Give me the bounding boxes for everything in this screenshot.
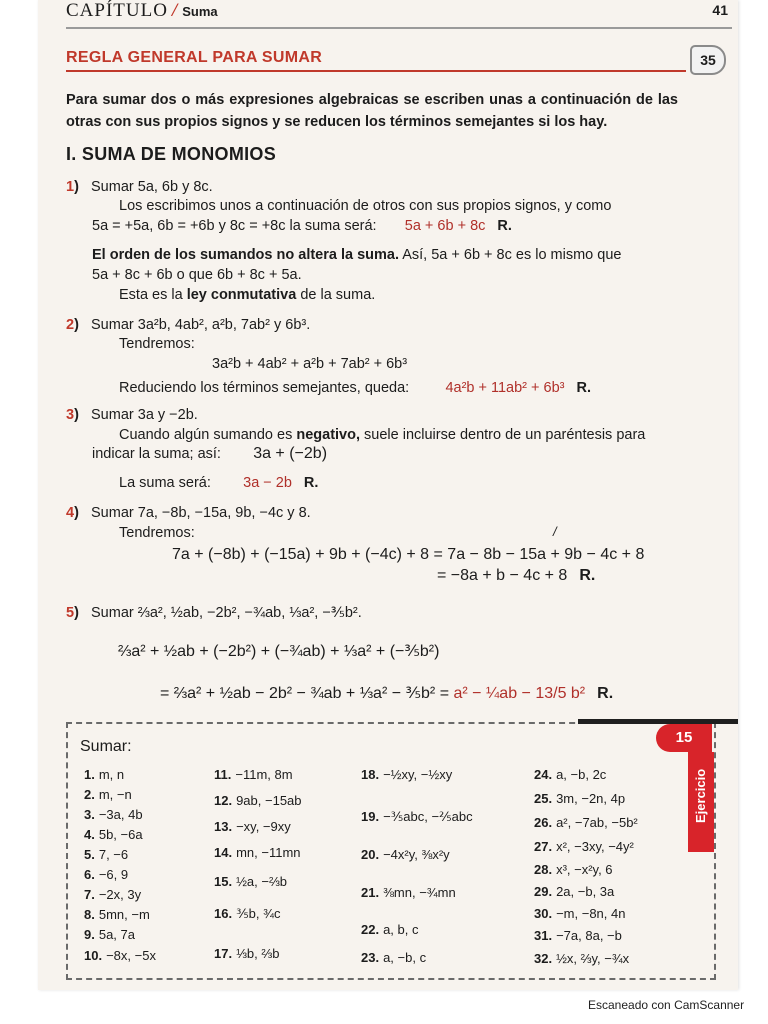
- problem-3-answer: 3a − 2b: [243, 475, 292, 491]
- exercise-item: [534, 927, 622, 945]
- problem-3-line: indicar la suma; así: 3a + (−2b): [92, 445, 328, 462]
- exercise-item: [84, 826, 143, 844]
- exercise-item-number: 19.: [361, 809, 380, 824]
- exercise-item-text: 3m, −2n, 4p: [556, 791, 626, 806]
- exercise-item: [214, 792, 302, 810]
- exercise-item-text: −xy, −9xy: [236, 819, 291, 834]
- exercise-item: [534, 883, 614, 901]
- pencil-mark: /: [553, 524, 557, 539]
- exercise-item: [361, 808, 473, 826]
- exercise-item-text: m, −n: [98, 787, 132, 802]
- exercise-item-number: 24.: [534, 767, 553, 782]
- problem-1-line: 5a + 8c + 6b o que 6b + 8c + 5a.: [92, 267, 302, 283]
- problem-number: 3): [66, 407, 79, 423]
- exercise-item-number: 21.: [361, 885, 380, 900]
- exercise-item-number: 10.: [84, 948, 103, 963]
- exercise-item: [361, 846, 450, 864]
- exercise-item-text: 2a, −b, 3a: [556, 884, 615, 899]
- exercise-item-text: ½x, ⅔y, −¾x: [556, 951, 630, 966]
- exercise-item-text: a, −b, c: [383, 950, 427, 965]
- exercise-item-text: −½xy, −½xy: [383, 767, 453, 782]
- running-head: [66, 2, 732, 24]
- exercise-item-text: −11m, 8m: [235, 767, 293, 782]
- problem-5-answer: a² − ¼ab − 13/5 b²: [453, 685, 586, 702]
- exercise-item: [84, 786, 132, 804]
- exercise-item-number: 26.: [534, 815, 553, 830]
- exercise-item-number: 31.: [534, 928, 553, 943]
- exercise-item: [84, 806, 143, 824]
- exercise-item: [84, 766, 124, 784]
- section-title: REGLA GENERAL PARA SUMAR: [66, 49, 323, 66]
- exercise-item: [84, 926, 135, 944]
- exercise-item: [84, 947, 156, 965]
- exercise-item: [361, 766, 452, 784]
- problem-1-line: 5a = +5a, 6b = +6b y 8c = +8c la suma será: 5a + 6b + 8c R.: [92, 218, 512, 234]
- exercise-item: [534, 838, 634, 856]
- exercise-item-number: 25.: [534, 791, 553, 806]
- exercise-item-number: 17.: [214, 946, 233, 961]
- exercise-side-label: Ejercicio: [693, 768, 708, 823]
- exercise-item-number: 18.: [361, 767, 380, 782]
- exercise-item-number: 11.: [214, 767, 232, 782]
- problem-5-statement: 5) Sumar ⅔a², ½ab, −2b², −¾ab, ⅓a², −⅗b².: [66, 605, 362, 621]
- exercise-item-text: m, n: [98, 767, 125, 782]
- exercise-item-text: a, b, c: [383, 922, 419, 937]
- exercise-item: [84, 906, 150, 924]
- exercise-item-number: 20.: [361, 847, 380, 862]
- exercise-item-text: mn, −11mn: [236, 845, 301, 860]
- problem-number: 4): [66, 505, 79, 521]
- exercise-item: [534, 950, 629, 968]
- exercise-item-text: ⅜mn, −¾mn: [383, 885, 456, 900]
- exercise-item-text: ½a, −⅔b: [236, 874, 288, 889]
- problem-1-line: El orden de los sumandos no altera la suma. Así, 5a + 6b + 8c es lo mismo que: [92, 247, 622, 263]
- exercise-number-tab: 15: [656, 724, 712, 752]
- exercise-item-text: ⅗b, ¾c: [236, 906, 281, 921]
- exercise-title: Sumar:: [80, 738, 132, 755]
- header-divider: [66, 27, 732, 29]
- exercise-item-text: −6, 9: [98, 867, 129, 882]
- problem-5-expression: ⅔a² + ½ab + (−2b²) + (−¾ab) + ⅓a² + (−⅗b²): [118, 643, 440, 660]
- exercise-item-text: −4x²y, ⅜x²y: [383, 847, 450, 862]
- exercise-item-text: 9ab, −15ab: [236, 793, 302, 808]
- exercise-item-text: ⅓b, ⅔b: [236, 946, 280, 961]
- problem-1-statement: 1) Sumar 5a, 6b y 8c.: [66, 179, 213, 195]
- exercise-item: [214, 818, 291, 836]
- exercise-item-number: 29.: [534, 884, 553, 899]
- exercise-item-number: 32.: [534, 951, 553, 966]
- tendremos-label: Tendremos:: [119, 525, 195, 541]
- exercise-item-number: 8.: [84, 907, 95, 922]
- problem-number: 5): [66, 605, 79, 621]
- part-title: I. SUMA DE MONOMIOS: [66, 144, 277, 164]
- problem-4-expression: 7a + (−8b) + (−15a) + 9b + (−4c) + 8 = 7a − 8b − 15a + 9b − 4c + 8: [172, 546, 645, 563]
- chapter-topic: Suma: [182, 4, 218, 19]
- exercise-item: [214, 945, 279, 963]
- exercise-item: [361, 949, 426, 967]
- problem-2-line: Reduciendo los términos semejantes, queda: 4a²b + 11ab² + 6b³ R.: [119, 380, 591, 396]
- chapter-title: CAPÍTULO / Suma: [66, 0, 218, 21]
- exercise-item-number: 2.: [84, 787, 95, 802]
- exercise-item-number: 5.: [84, 847, 95, 862]
- exercise-item-text: −7a, 8a, −b: [556, 928, 622, 943]
- exercise-item: [361, 884, 456, 902]
- exercise-item: [214, 873, 287, 891]
- exercise-item-text: −⅗abc, −⅖abc: [383, 809, 473, 824]
- exercise-item-text: x³, −x²y, 6: [556, 862, 613, 877]
- exercise-item-text: 5b, −6a: [98, 827, 143, 842]
- exercise-item-text: 5mn, −m: [98, 907, 150, 922]
- exercise-item-number: 3.: [84, 807, 95, 822]
- exercise-item-number: 13.: [214, 819, 233, 834]
- exercise-item: [534, 861, 613, 879]
- exercise-item-number: 28.: [534, 862, 553, 877]
- problem-4-statement: 4) Sumar 7a, −8b, −15a, 9b, −4c y 8.: [66, 505, 311, 521]
- exercise-item-number: 14.: [214, 845, 233, 860]
- exercise-item: [214, 844, 301, 862]
- problem-1-line: Esta es la ley conmutativa de la suma.: [119, 287, 376, 303]
- problem-number: 2): [66, 317, 79, 333]
- problem-2-statement: 2) Sumar 3a²b, 4ab², a²b, 7ab² y 6b³.: [66, 317, 311, 333]
- exercise-item: [214, 905, 280, 923]
- exercise-item-text: −m, −8n, 4n: [556, 906, 626, 921]
- problem-2-expression: 3a²b + 4ab² + a²b + 7ab² + 6b³: [212, 356, 408, 372]
- problem-3-expression: 3a + (−2b): [253, 445, 328, 462]
- section-divider: [66, 70, 686, 72]
- exercise-item-number: 7.: [84, 887, 95, 902]
- exercise-item-number: 22.: [361, 922, 380, 937]
- exercise-item-text: −8x, −5x: [106, 948, 156, 963]
- exercise-item: [534, 814, 638, 832]
- exercise-item-text: a, −b, 2c: [556, 767, 607, 782]
- exercise-item-number: 12.: [214, 793, 233, 808]
- exercise-item: [84, 886, 141, 904]
- exercise-item-text: 7, −6: [98, 847, 129, 862]
- exercise-item-text: x², −3xy, −4y²: [556, 839, 634, 854]
- problem-5-result: = ⅔a² + ½ab − 2b² − ¾ab + ⅓a² − ⅗b² = a² − ¼ab − 13/5 b² R.: [160, 685, 614, 702]
- exercise-item: [84, 866, 128, 884]
- problem-3-statement: 3) Sumar 3a y −2b.: [66, 407, 198, 423]
- exercise-item-number: 6.: [84, 867, 95, 882]
- exercise-item-number: 1.: [84, 767, 95, 782]
- exercise-item-number: 4.: [84, 827, 95, 842]
- exercise-item: [534, 766, 606, 784]
- commutative-rule: El orden de los sumandos no altera la suma.: [92, 247, 399, 263]
- problem-1-answer: 5a + 6b + 8c: [404, 218, 486, 234]
- exercise-item: [214, 766, 293, 784]
- problem-2-answer: 4a²b + 11ab² + 6b³: [445, 380, 565, 396]
- general-rule-text: Para sumar dos o más expresiones algebraicas se escriben unas a continuación de las otras con sus propios signos y se reducen los términos semejantes si los hay.: [66, 92, 678, 130]
- section-number-badge: 35: [690, 45, 726, 75]
- exercise-item: [534, 905, 625, 923]
- exercise-item-number: 9.: [84, 927, 95, 942]
- problem-3-line: Cuando algún sumando es negativo, suele incluirse dentro de un paréntesis para: [119, 427, 646, 443]
- exercise-item-text: 5a, 7a: [98, 927, 135, 942]
- exercise-item-text: a², −7ab, −5b²: [556, 815, 638, 830]
- problem-1-line: Los escribimos unos a continuación de otros con sus propios signos, y como: [119, 198, 612, 214]
- exercise-item: [534, 790, 625, 808]
- exercise-top-bar: [578, 719, 738, 724]
- exercise-item-text: −2x, 3y: [98, 887, 142, 902]
- exercise-item: [84, 846, 128, 864]
- exercise-item-number: 27.: [534, 839, 553, 854]
- exercise-item-number: 23.: [361, 950, 380, 965]
- tendremos-label: Tendremos:: [119, 336, 195, 352]
- exercise-item-text: −3a, 4b: [98, 807, 143, 822]
- problem-4-result: = −8a + b − 4c + 8 R.: [437, 567, 596, 584]
- exercise-item-number: 16.: [214, 906, 233, 921]
- exercise-item: [361, 921, 419, 939]
- problem-number: 1): [66, 179, 79, 195]
- exercise-item-number: 15.: [214, 874, 233, 889]
- scanner-footer: Escaneado con CamScanner: [588, 998, 745, 1012]
- problem-3-line: La suma será: 3a − 2b R.: [119, 475, 319, 491]
- exercise-item-number: 30.: [534, 906, 553, 921]
- page-number: 41: [712, 2, 728, 18]
